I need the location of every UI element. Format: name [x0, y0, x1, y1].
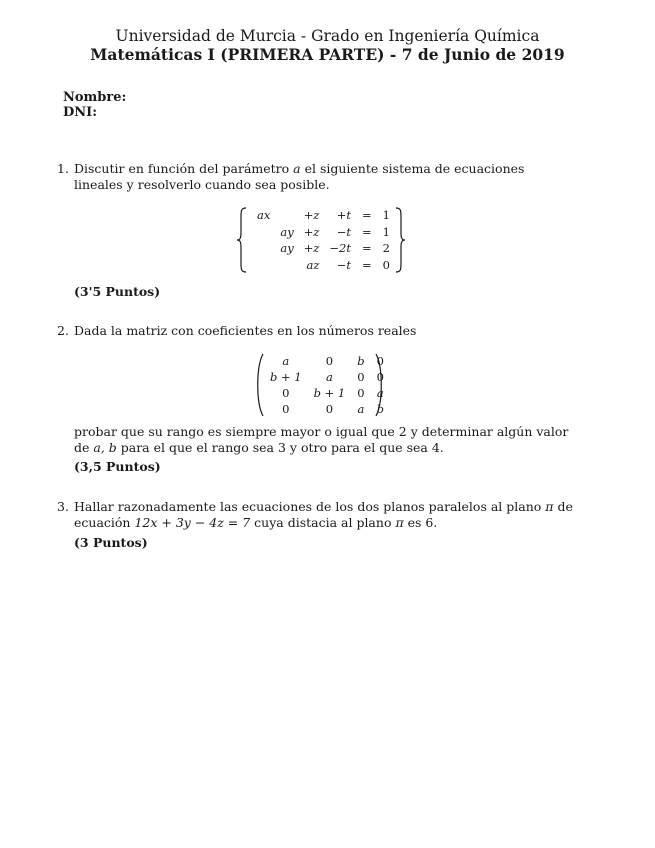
name-label: Nombre: [63, 90, 127, 105]
problem-2-points: (3,5 Puntos) [74, 459, 161, 474]
system-term: 0 [382, 257, 390, 272]
problem-3-points: (3 Puntos) [74, 535, 148, 550]
system-term: ay [280, 241, 294, 255]
coefficient-matrix [255, 353, 385, 417]
matrix-entry: a [282, 354, 290, 368]
matrix-entry: 0 [357, 386, 365, 400]
problem-2-statement [74, 424, 574, 456]
problem-3-statement [74, 499, 574, 531]
system-term [252, 240, 275, 257]
matrix-entry: 0 [282, 386, 290, 400]
problem-3-text-c: cuya distacia al plano [250, 515, 396, 530]
problem-2-vars: a, b [93, 440, 117, 455]
matrix-entry: a [326, 370, 333, 384]
problem-1-points: (3'5 Puntos) [74, 284, 161, 299]
system-term: −2t [329, 241, 351, 255]
problem-3-text-d: es 6. [403, 515, 438, 530]
system-row [252, 207, 395, 224]
system-term: 2 [382, 241, 390, 255]
problem-3-pi-2: π [395, 515, 404, 530]
system-term [275, 207, 298, 224]
problem-2-intro: Dada la matriz con coeficientes en los números reales [74, 323, 417, 338]
system-term: az [306, 257, 320, 272]
matrix-entries [264, 353, 390, 417]
matrix-entry: 0 [282, 402, 290, 416]
system-term: +z [303, 224, 320, 239]
system-row [252, 257, 395, 274]
system-term: ay [280, 224, 294, 239]
problem-2-text-a: probar que su rango es siempre mayor o igual que 2 y determinar algún valor de [74, 424, 569, 455]
problem-1-number: 1. [57, 161, 69, 176]
matrix-entry: 0 [376, 370, 384, 384]
system-term: 1 [382, 224, 390, 239]
matrix-entry: 0 [357, 370, 365, 384]
system-row [252, 240, 395, 257]
matrix-row [264, 385, 390, 401]
system-term: −t [336, 257, 351, 272]
problem-3-text-a: Hallar razonadamente las ecuaciones de los dos planos paralelos al plano [74, 499, 546, 514]
system-equations [252, 207, 395, 273]
system-row [252, 224, 395, 241]
matrix-entry: b [357, 354, 365, 368]
exam-title: Matemáticas I (PRIMERA PARTE) - 7 de Junio de 2019 [90, 45, 565, 64]
matrix-row [264, 401, 390, 417]
matrix-entry: b + 1 [270, 370, 302, 384]
matrix-entry: b + 1 [313, 386, 346, 400]
problem-2-number: 2. [57, 323, 69, 338]
system-term: 1 [382, 208, 390, 222]
problem-1-text-b: el siguiente sistema de ecuaciones lineales y resolverlo cuando sea posible. [74, 161, 525, 192]
system-term: = [361, 241, 372, 255]
left-brace-icon [236, 207, 248, 273]
matrix-entry: 0 [325, 354, 334, 368]
system-term [275, 257, 298, 274]
dni-label: DNI: [63, 105, 98, 120]
right-brace-icon [394, 207, 406, 273]
matrix-entry: a [357, 402, 365, 416]
system-term: −t [336, 224, 351, 239]
problem-1-text-a: Discutir en función del parámetro [74, 161, 294, 176]
matrix-row [264, 369, 390, 385]
system-term: = [361, 208, 372, 222]
system-term: +z [303, 208, 320, 222]
system-term: +t [336, 208, 351, 222]
matrix-entry: b [376, 402, 384, 416]
left-paren-icon [255, 353, 264, 417]
right-paren-icon [375, 353, 384, 417]
system-term: = [361, 224, 372, 239]
problem-2-text-b: para el que el rango sea 3 y otro para el que sea 4. [116, 440, 444, 455]
institution-heading: Universidad de Murcia - Grado en Ingeniería Química [115, 27, 540, 45]
matrix-entry: a [376, 386, 384, 400]
problem-3-pi-1: π [545, 499, 554, 514]
problem-1-statement [74, 161, 574, 193]
system-term: +z [303, 241, 320, 255]
problem-3-number: 3. [57, 499, 69, 514]
system-term: ax [257, 208, 271, 222]
matrix-entry: 0 [325, 402, 334, 416]
problem-3-equation: 12x + 3y − 4z = 7 [134, 515, 251, 530]
problem-1-parameter: a [293, 161, 301, 176]
problem-3-text-b: de ecuación [74, 499, 573, 530]
system-term [252, 257, 275, 274]
matrix-entry: 0 [376, 354, 384, 368]
system-term: = [361, 257, 372, 272]
system-term [252, 224, 275, 241]
matrix-row [264, 353, 390, 369]
linear-system [236, 207, 406, 273]
